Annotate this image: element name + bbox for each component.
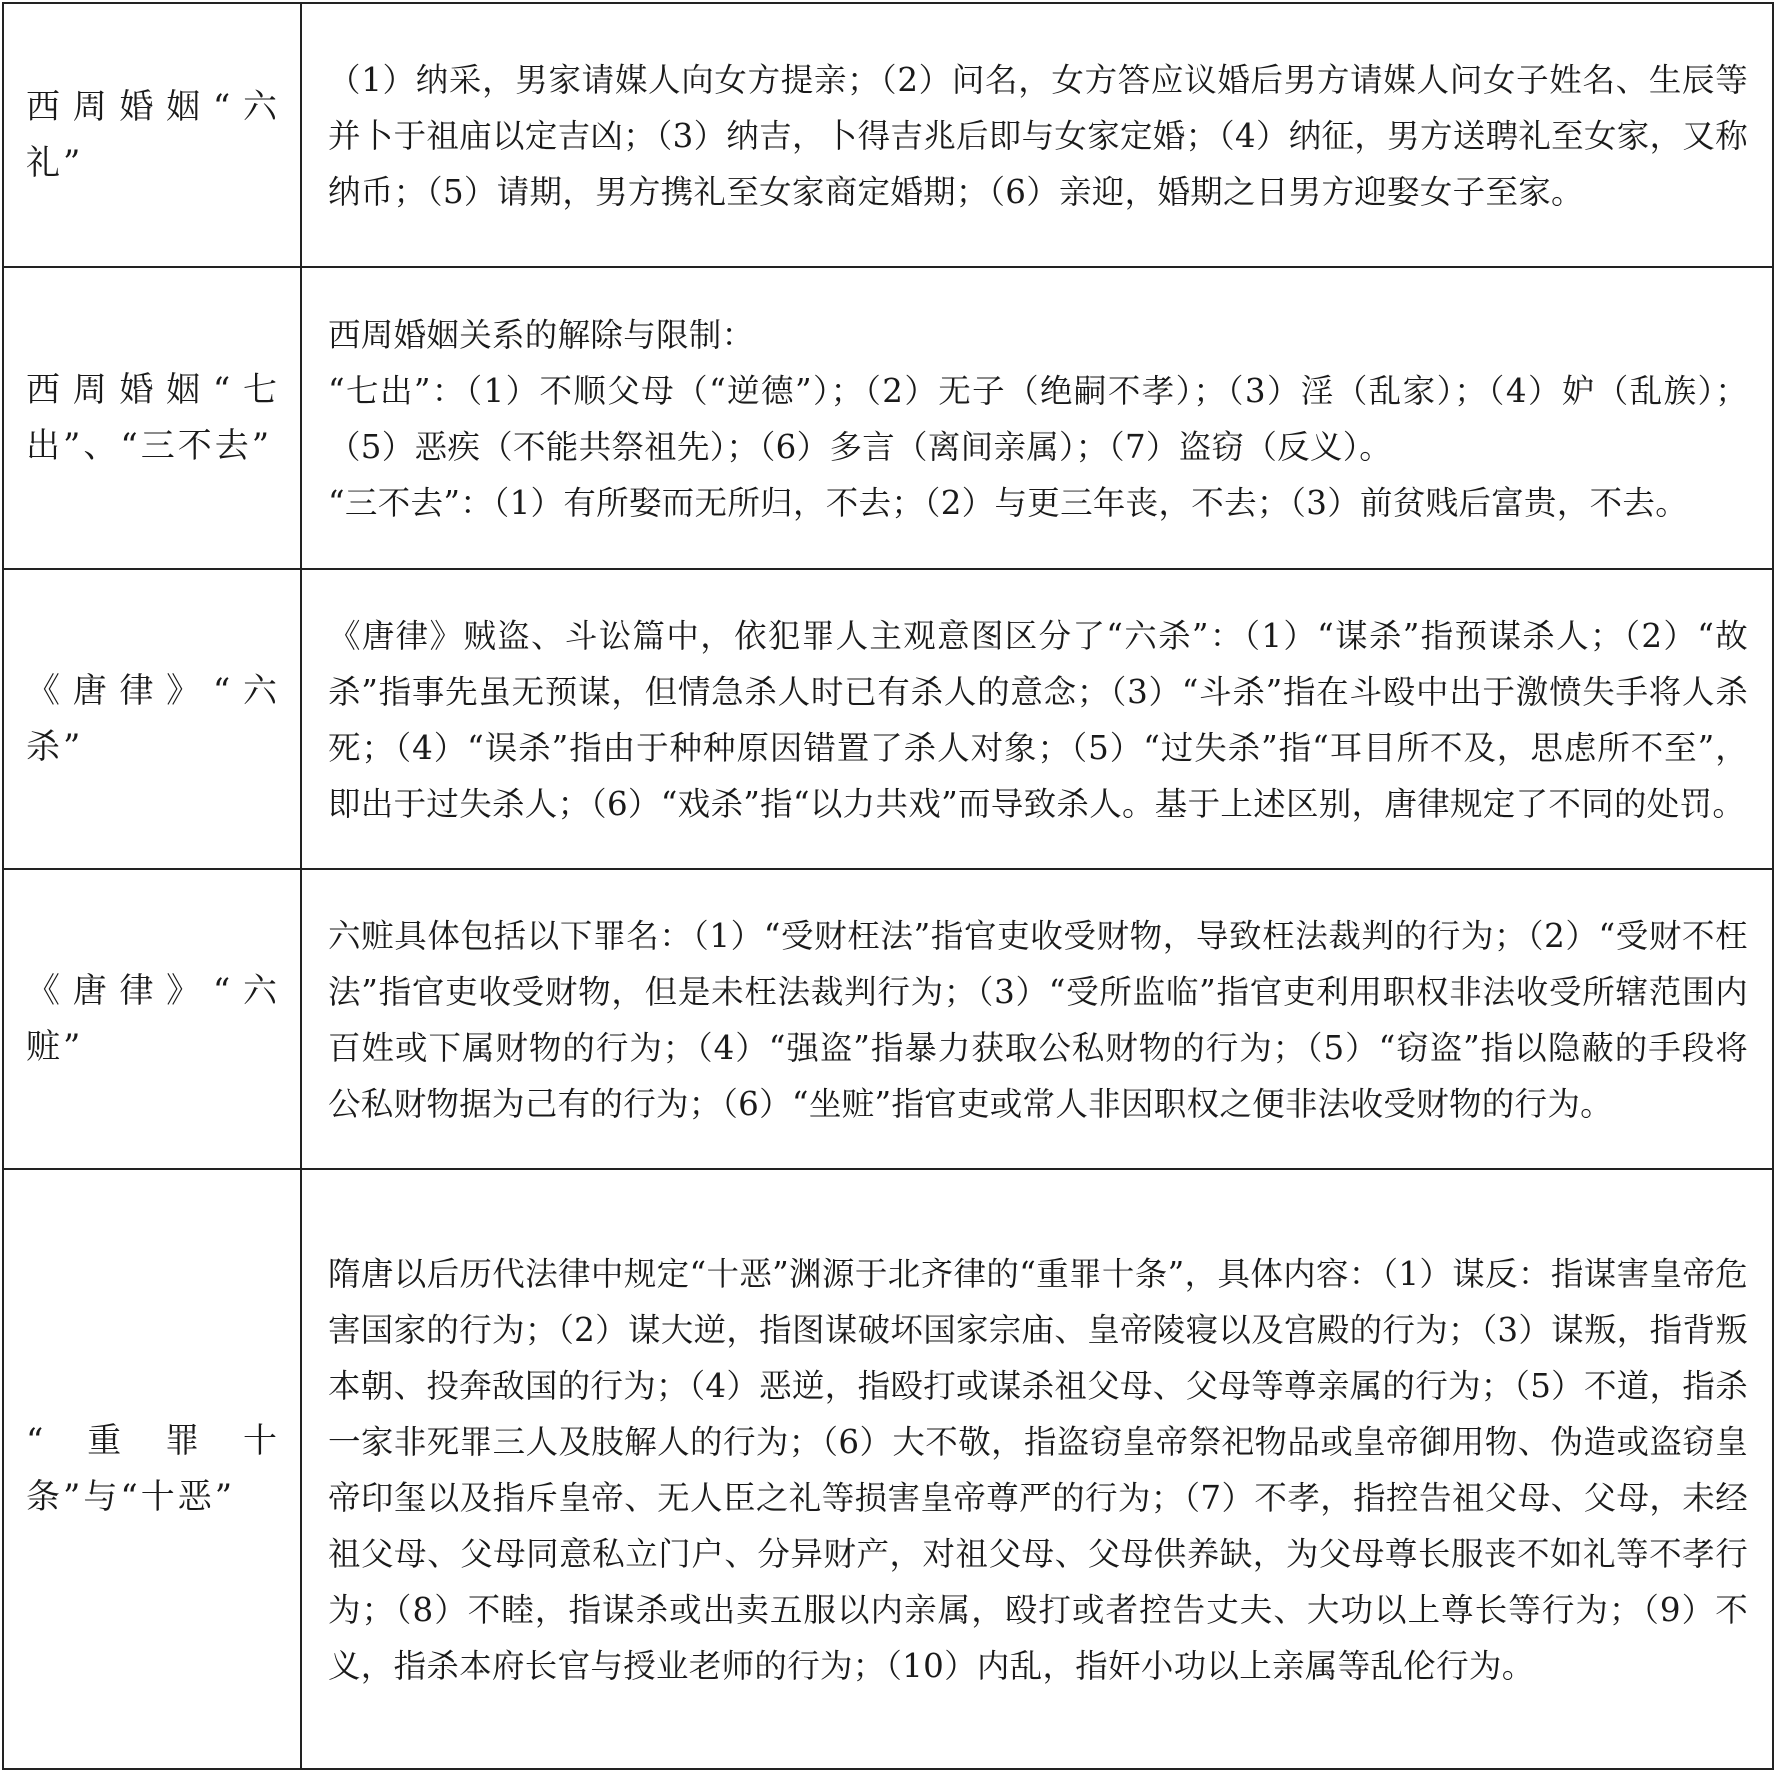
term-cell: 《唐律》“六赃” <box>3 869 301 1169</box>
term-cell: 《唐律》“六杀” <box>3 569 301 869</box>
description-cell <box>301 267 1773 569</box>
description-text: 西周婚姻关系的解除与限制： <box>328 316 755 354</box>
term-cell: 西周婚姻“七出”、“三不去” <box>3 267 301 569</box>
term-cell: 西周婚姻“六礼” <box>3 3 301 267</box>
description-cell <box>301 569 1773 869</box>
description-text: “三不去”：（1）有所娶而无所归，不去；（2）与更三年丧，不去；（3）前贫贱后富贵，不去。 <box>328 484 1689 522</box>
table-row <box>3 267 1773 569</box>
table-row <box>3 3 1773 267</box>
description-text: 《唐律》贼盗、斗讼篇中，依犯罪人主观意图区分了“六杀”：（1）“谋杀”指预谋杀人；（2）“故杀”指事先虽无预谋，但情急杀人时已有杀人的意念；（3）“斗杀”指在斗殴中出于激愤失手将人杀死；（4）“误杀”指由于种种原因错置了杀人对象；（5）“过失杀”指“耳目所不及，思虑所不至”，即出于过失杀人；（6）“戏杀”指“以力共戏”而导致杀人。基于上述区别，唐律规定了不同的处罚。 <box>328 617 1748 823</box>
description-text: “七出”：（1）不顺父母（“逆德”）；（2）无子（绝嗣不孝）；（3）淫（乱家）；（4）妒（乱族）；（5）恶疾（不能共祭祖先）；（6）多言（离间亲属）；（7）盗窃（反义）。 <box>328 372 1748 466</box>
description-text: 六赃具体包括以下罪名：（1）“受财枉法”指官吏收受财物，导致枉法裁判的行为；（2）“受财不枉法”指官吏收受财物，但是未枉法裁判行为；（3）“受所监临”指官吏利用职权非法收受所辖范围内百姓或下属财物的行为；（4）“强盗”指暴力获取公私财物的行为；（5）“窃盗”指以隐蔽的手段将公私财物据为己有的行为；（6）“坐赃”指官吏或常人非因职权之便非法收受财物的行为。 <box>328 917 1748 1123</box>
term-cell: “重罪十条”与“十恶” <box>3 1169 301 1769</box>
description-cell <box>301 869 1773 1169</box>
description-cell <box>301 1169 1773 1769</box>
table-row <box>3 1169 1773 1769</box>
description-text: （1）纳采，男家请媒人向女方提亲；（2）问名，女方答应议婚后男方请媒人问女子姓名、生辰等并卜于祖庙以定吉凶；（3）纳吉，卜得吉兆后即与女家定婚；（4）纳征，男方送聘礼至女家，又称纳币；（5）请期，男方携礼至女家商定婚期；（6）亲迎，婚期之日男方迎娶女子至家。 <box>328 61 1748 211</box>
table-row <box>3 869 1773 1169</box>
description-cell <box>301 3 1773 267</box>
legal-terms-table <box>2 2 1774 1770</box>
description-text: 隋唐以后历代法律中规定“十恶”渊源于北齐律的“重罪十条”，具体内容：（1）谋反：指谋害皇帝危害国家的行为；（2）谋大逆，指图谋破坏国家宗庙、皇帝陵寝以及宫殿的行为；（3）谋叛，指背叛本朝、投奔敌国的行为；（4）恶逆，指殴打或谋杀祖父母、父母等尊亲属的行为；（5）不道，指杀一家非死罪三人及肢解人的行为；（6）大不敬，指盗窃皇帝祭祀物品或皇帝御用物、伪造或盗窃皇帝印玺以及指斥皇帝、无人臣之礼等损害皇帝尊严的行为；（7）不孝，指控告祖父母、父母，未经祖父母、父母同意私立门户、分异财产，对祖父母、父母供养缺，为父母尊长服丧不如礼等不孝行为；（8）不睦，指谋杀或出卖五服以内亲属，殴打或者控告丈夫、大功以上尊长等行为；（9）不义，指杀本府长官与授业老师的行为；（10）内乱，指奸小功以上亲属等乱伦行为。 <box>328 1255 1748 1685</box>
table-row <box>3 569 1773 869</box>
